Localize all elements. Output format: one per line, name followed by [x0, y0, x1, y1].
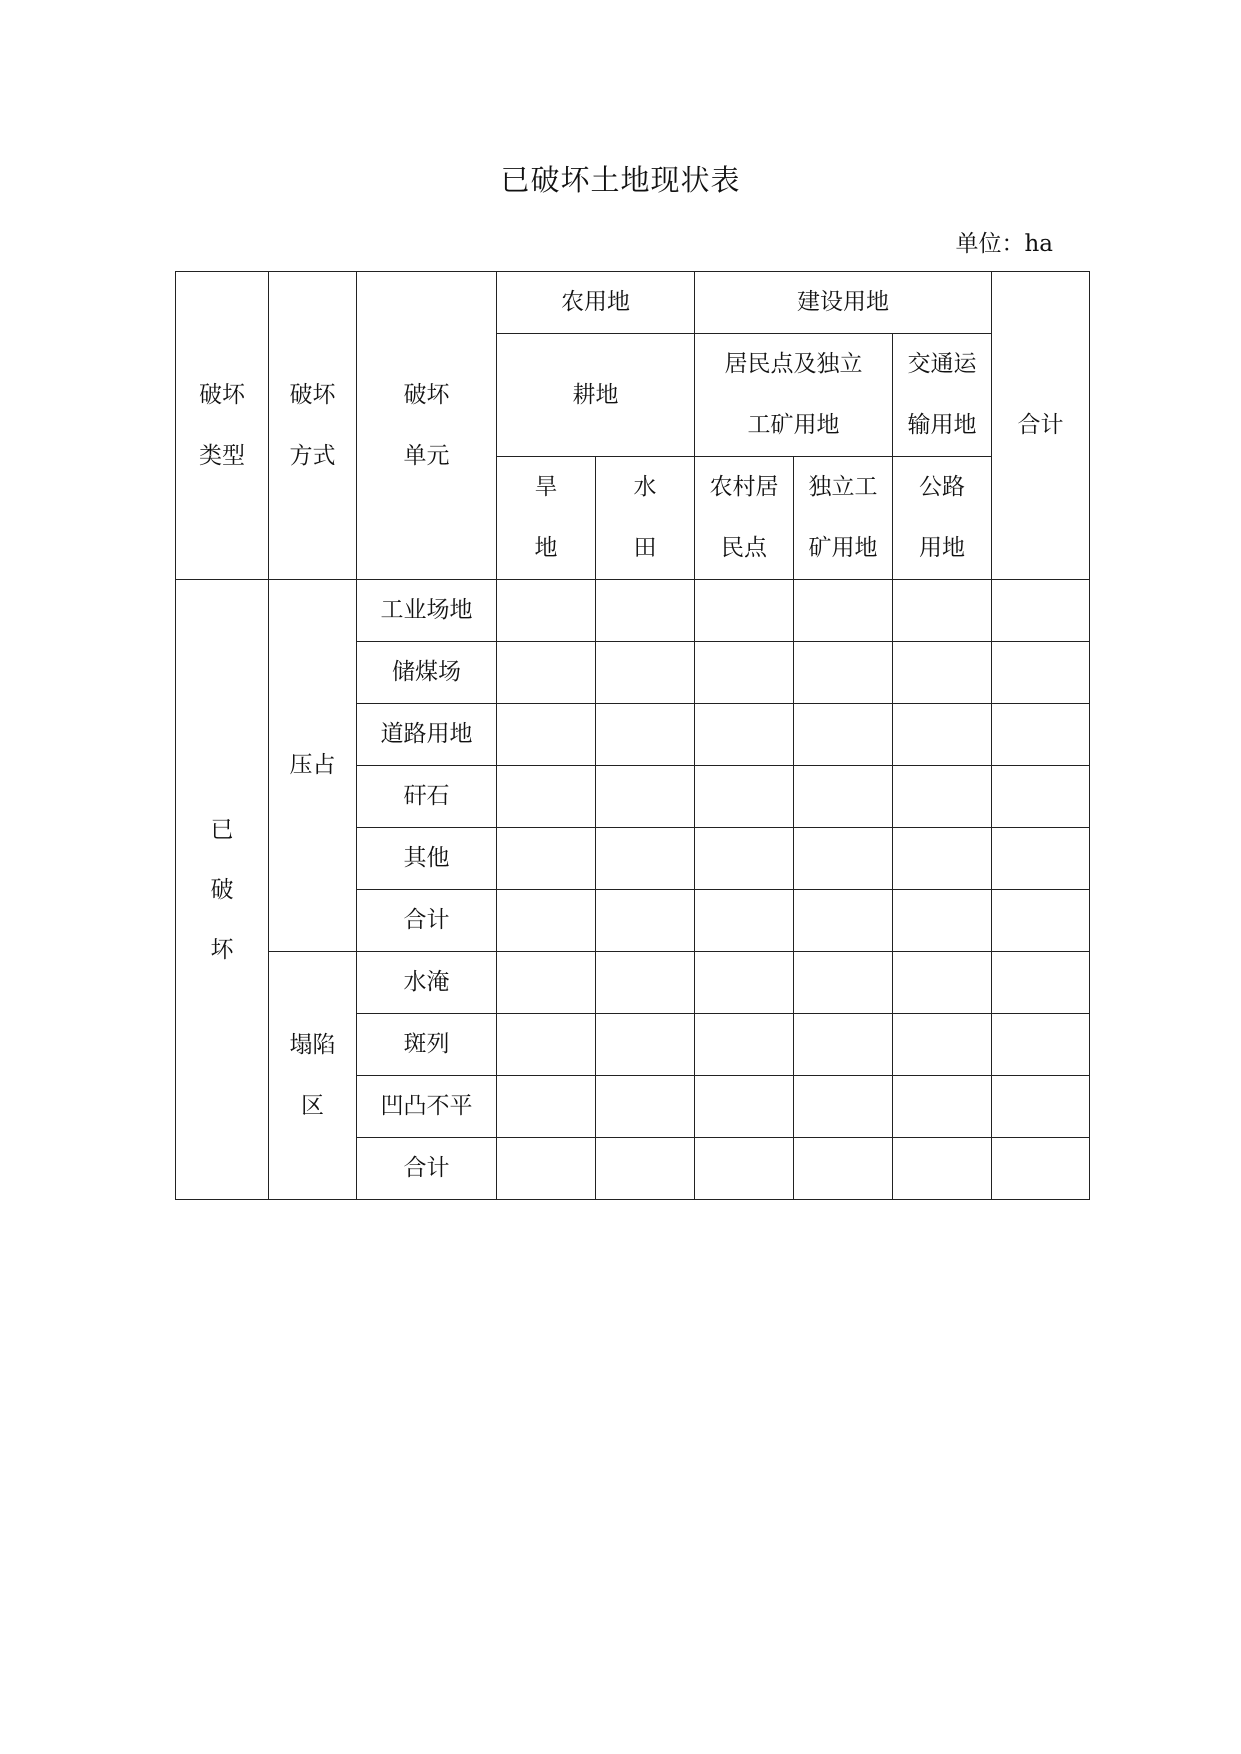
header-dry-land: 旱 地	[497, 457, 596, 580]
header-construction-land: 建设用地	[695, 272, 992, 334]
value-cell	[992, 704, 1090, 766]
value-cell	[596, 1076, 695, 1138]
value-cell	[893, 1138, 992, 1200]
table-row	[176, 952, 1090, 1014]
damaged-land-table	[175, 271, 1090, 1200]
value-cell	[893, 828, 992, 890]
unit-cell: 储煤场	[357, 642, 497, 704]
value-cell	[497, 580, 596, 642]
value-cell	[992, 952, 1090, 1014]
value-cell	[596, 1138, 695, 1200]
value-cell	[992, 1138, 1090, 1200]
value-cell	[794, 828, 893, 890]
header-paddy: 水 田	[596, 457, 695, 580]
unit-cell: 矸石	[357, 766, 497, 828]
value-cell	[794, 1014, 893, 1076]
damage-type-cell: 已 破 坏	[176, 580, 269, 1200]
header-total: 合计	[992, 272, 1090, 580]
value-cell	[497, 766, 596, 828]
header-agri-land: 农用地	[497, 272, 695, 334]
unit-cell: 合计	[357, 890, 497, 952]
value-cell	[695, 1014, 794, 1076]
value-cell	[992, 890, 1090, 952]
header-highway: 公路 用地	[893, 457, 992, 580]
value-cell	[695, 1076, 794, 1138]
value-cell	[695, 704, 794, 766]
value-cell	[893, 952, 992, 1014]
header-residential: 居民点及独立 工矿用地	[695, 334, 893, 457]
value-cell	[794, 642, 893, 704]
value-cell	[992, 642, 1090, 704]
value-cell	[992, 580, 1090, 642]
unit-cell: 其他	[357, 828, 497, 890]
table-row	[176, 580, 1090, 642]
value-cell	[596, 828, 695, 890]
value-cell	[695, 1138, 794, 1200]
method-cell-subsidence: 塌陷 区	[269, 952, 357, 1200]
unit-cell: 水淹	[357, 952, 497, 1014]
header-damage-type: 破坏 类型	[176, 272, 269, 580]
value-cell	[497, 704, 596, 766]
value-cell	[893, 1014, 992, 1076]
value-cell	[992, 1014, 1090, 1076]
value-cell	[893, 642, 992, 704]
value-cell	[497, 1014, 596, 1076]
value-cell	[992, 828, 1090, 890]
value-cell	[794, 580, 893, 642]
value-cell	[497, 1076, 596, 1138]
value-cell	[596, 766, 695, 828]
header-transport: 交通运 输用地	[893, 334, 992, 457]
value-cell	[695, 828, 794, 890]
value-cell	[794, 1138, 893, 1200]
unit-cell: 工业场地	[357, 580, 497, 642]
value-cell	[794, 952, 893, 1014]
value-cell	[695, 642, 794, 704]
value-cell	[794, 704, 893, 766]
unit-cell: 合计	[357, 1138, 497, 1200]
value-cell	[596, 890, 695, 952]
page-title: 已破坏土地现状表	[500, 163, 741, 197]
value-cell	[596, 952, 695, 1014]
value-cell	[497, 1138, 596, 1200]
value-cell	[596, 580, 695, 642]
unit-cell: 道路用地	[357, 704, 497, 766]
unit-cell: 凹凸不平	[357, 1076, 497, 1138]
value-cell	[497, 642, 596, 704]
value-cell	[695, 952, 794, 1014]
header-rural-residential: 农村居 民点	[695, 457, 794, 580]
value-cell	[992, 1076, 1090, 1138]
value-cell	[794, 890, 893, 952]
value-cell	[794, 766, 893, 828]
value-cell	[794, 1076, 893, 1138]
value-cell	[695, 890, 794, 952]
value-cell	[992, 766, 1090, 828]
header-damage-unit: 破坏 单元	[357, 272, 497, 580]
value-cell	[695, 766, 794, 828]
value-cell	[893, 580, 992, 642]
unit-label: 单位：ha	[955, 231, 1053, 257]
value-cell	[497, 828, 596, 890]
value-cell	[893, 890, 992, 952]
value-cell	[497, 952, 596, 1014]
unit-cell: 斑列	[357, 1014, 497, 1076]
value-cell	[497, 890, 596, 952]
value-cell	[695, 580, 794, 642]
value-cell	[893, 766, 992, 828]
value-cell	[596, 642, 695, 704]
method-cell-occupation: 压占	[269, 580, 357, 952]
value-cell	[893, 1076, 992, 1138]
header-damage-method: 破坏 方式	[269, 272, 357, 580]
header-industrial-mining: 独立工 矿用地	[794, 457, 893, 580]
value-cell	[596, 704, 695, 766]
value-cell	[596, 1014, 695, 1076]
header-cultivated: 耕地	[497, 334, 695, 457]
value-cell	[893, 704, 992, 766]
